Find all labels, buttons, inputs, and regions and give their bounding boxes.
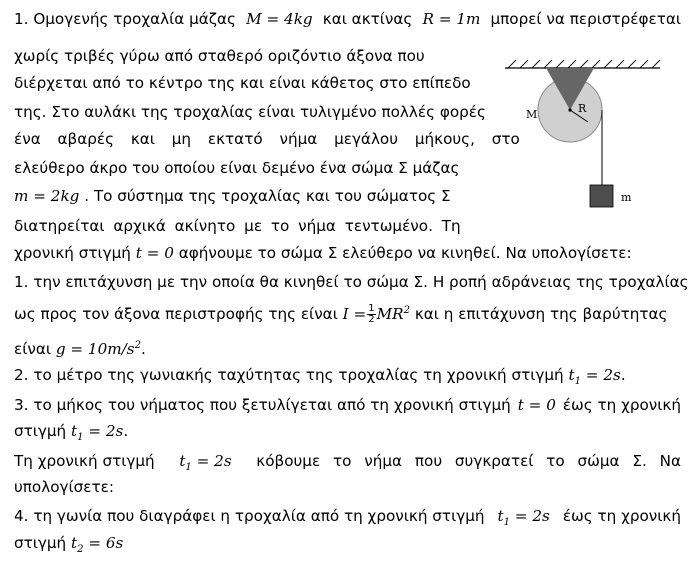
time-value: = 2s [580,366,621,384]
time-t2: t [71,534,78,552]
question-text: και η επιτάχυνση της βαρύτητας [414,305,668,324]
intro-text: και ακτίνας [322,10,413,28]
intro-text: διέρχεται από το κέντρο της και είναι κάθετος στο επίπεδο [14,74,471,92]
intro-line-4 [14,101,484,123]
punctuation: . [620,366,626,384]
label-M: M [526,108,538,121]
block-mass [590,185,613,207]
inertia-I: I = [342,305,367,324]
intro-line-1 [14,8,681,30]
intro-line-2 [14,45,484,67]
label-m: m [621,191,632,204]
label-R: R [578,102,587,115]
intro-line-5 [14,128,520,150]
question-4-line-2 [14,532,123,561]
exponent: 2 [403,305,410,316]
intro-line-7 [14,185,484,207]
question-3-line-1 [14,394,681,416]
intro-text: . Το σύστημα της τροχαλίας και του σώματος Σ [84,187,451,205]
pulley-diagram [500,60,670,220]
time-value: = 2s [509,507,550,525]
question-text: έως τη χρονική [562,396,681,414]
subscript: 1 [503,517,510,529]
intro-text: ελεύθερο άκρο του οποίου είναι δεμένο ένα σώμα Σ μάζας [14,159,460,177]
intro-text: μπορεί να περιστρέφεται [490,10,681,28]
instruction-text: κόβουμε το νήμα που συγκρατεί το σώμα Σ. Να [256,452,681,470]
time-t1: t [568,366,575,384]
question-text: στιγμή [14,534,67,552]
fraction-denominator: 2 [368,314,375,326]
intro-line-8 [14,215,484,237]
gravity-g: g = 10m/s [55,340,135,359]
question-text: έως τη χρονική [562,507,681,525]
subscript: 2 [77,544,84,556]
subscript: 1 [77,432,84,444]
question-text: 2. το μέτρο της γωνιακής ταχύτητας της τροχαλίας τη χρονική στιγμή [14,366,564,384]
pulley-axis [568,108,571,111]
intro-text: χρονική στιγμή [14,244,131,262]
radius-R: R = 1m [422,10,481,28]
time-t1: t [497,507,504,525]
question-text: ως προς τον άξονα περιστροφής της είναι [14,305,338,324]
intro-text: διατηρείται αρχικά ακίνητο με το νήμα τεντωμένο. Τη [14,217,461,235]
intro-line-6 [14,157,484,179]
subscript: 1 [574,376,581,388]
question-3-line-2 [14,420,128,449]
instruction-text: Τη χρονική στιγμή [14,452,155,470]
time-value: = 2s [191,452,232,470]
intro-line-9 [14,242,632,264]
time-t1: t [179,452,186,470]
question-text: στιγμή [14,422,67,440]
question-text: 1. την επιτάχυνση με την οποία θα κινηθεί το σώμα Σ. Η ροπή αδράνειας της τροχαλίας [14,273,689,291]
cut-line-1 [14,450,681,479]
subscript: 1 [185,462,192,474]
question-1-line-1 [14,271,689,293]
time-value: = 6s [83,534,124,552]
intro-text: αφήνουμε το σώμα Σ ελεύθερο να κινηθεί. Να υπολογίσετε: [178,244,632,262]
time-zero: t = 0 [135,244,174,262]
exponent: 2 [134,340,141,351]
intro-line-3 [14,72,484,94]
mass-m: m = 2kg [14,187,80,205]
question-4-line-1 [14,505,681,534]
instruction-text: υπολογίσετε: [14,478,114,496]
fraction-one-half [367,304,375,325]
question-text: 3. το μήκος του νήματος που ξετυλίγεται από τη χρονική στιγμή [14,396,511,414]
inertia-MR: MR [376,305,404,324]
punctuation: . [140,340,146,359]
question-1-line-2 [14,300,667,325]
time-zero: t = 0 [517,396,556,414]
mass-M: M = 4kg [246,10,313,28]
time-t1: t [71,422,78,440]
intro-text: ένα αβαρές και μη εκτατό νήμα μεγάλου μήκους, στο [14,130,520,148]
intro-text: της. Στο αυλάκι της τροχαλίας είναι τυλιγμένο πολλές φορές [14,103,486,121]
time-value: = 2s [83,422,124,440]
question-1-line-3 [14,335,146,360]
punctuation: . [123,422,129,440]
cut-line-2 [14,476,114,498]
intro-text: χωρίς τριβές γύρω από σταθερό οριζόντιο άξονα που [14,47,425,65]
question-text: 4. τη γωνία που διαγράφει η τροχαλία από τη χρονική στιγμή [14,507,485,525]
ceiling [505,60,660,68]
question-text: είναι [14,340,51,359]
question-2 [14,364,626,393]
fraction-numerator: 1 [368,303,375,315]
intro-text: 1. Ομογενής τροχαλία μάζας [14,10,236,28]
